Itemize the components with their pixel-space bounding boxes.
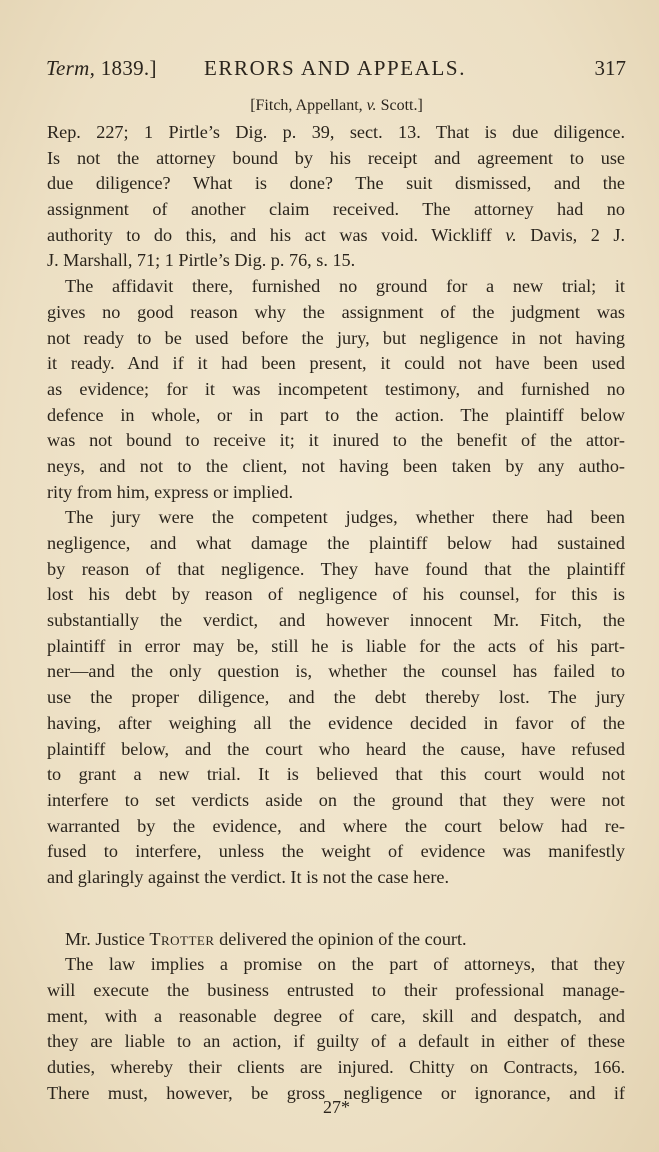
- text-line: by reason of that negligence. They have found that the plaintiff: [47, 558, 625, 579]
- text-line: defence in whole, or in part to the action. The plaintiff below: [47, 404, 625, 425]
- text-line: gives no good reason why the assignment of the judgment was: [47, 301, 625, 322]
- text-line: having, after weighing all the evidence decided in favor of the: [47, 712, 625, 733]
- text-line: assignment of another claim received. The attorney had no: [47, 199, 625, 220]
- text-line: fused to interfere, unless the weight of evidence was manifestly: [47, 841, 625, 862]
- page-number: 317: [594, 56, 626, 80]
- text-line: ment, with a reasonable degree of care, skill and despatch, and: [47, 1005, 625, 1026]
- text-line: plaintiff in error may be, still he is liable for the acts of his part-: [47, 635, 625, 656]
- text-line: due diligence? What is done? The suit dismissed, and the: [47, 173, 625, 194]
- text-line: as evidence; for it was incompetent testimony, and furnished no: [47, 378, 625, 399]
- text-line: The affidavit there, furnished no ground for a new trial; it: [65, 276, 625, 297]
- case-caption: [0, 95, 659, 117]
- running-head-term: [46, 54, 157, 82]
- text-line: Rep. 227; 1 Pirtle’s Dig. p. 39, sect. 13. That is due diligence.: [47, 122, 625, 142]
- text-span: Mr. Justice: [65, 928, 145, 949]
- text-line: interfere to set verdicts aside on the ground that they were not: [47, 789, 625, 810]
- text-line: they are liable to an action, if guilty of a default in either of these: [47, 1031, 625, 1052]
- versus-italic: v.: [505, 224, 517, 245]
- citation-davis: Davis, 2 J.: [530, 224, 626, 245]
- text-line: [47, 223, 625, 249]
- text-line: and glaringly against the verdict. It is not the case here.: [47, 866, 450, 887]
- text-span: authority to do this, and his act was void. Wickliff: [47, 224, 492, 245]
- caption-versus: v.: [366, 97, 377, 114]
- signature-mark: 27*: [323, 1097, 350, 1117]
- justice-name: Trotter: [149, 928, 215, 949]
- running-head: [46, 54, 628, 82]
- text-line: use the proper diligence, and the debt thereby lost. The jury: [47, 687, 625, 708]
- text-line: warranted by the evidence, and where the court below had re-: [47, 815, 625, 836]
- caption-parties: [Fitch, Appellant,: [250, 97, 363, 114]
- text-line: Is not the attorney bound by his receipt and agreement to use: [47, 147, 625, 168]
- text-line: rity from him, express or implied.: [47, 481, 293, 502]
- text-line: to grant a new trial. It is believed that this court would not: [47, 764, 625, 785]
- text-line: lost his debt by reason of negligence of his counsel, for this is: [47, 584, 625, 605]
- opinion-heading: [47, 927, 625, 953]
- caption-respondent: Scott.]: [380, 97, 423, 114]
- text-line: duties, whereby their clients are injured. Chitty on Contracts, 166.: [47, 1057, 625, 1078]
- page-text: [47, 120, 625, 1106]
- text-line: The jury were the competent judges, whether there had been: [65, 507, 625, 528]
- text-line: negligence, and what damage the plaintiff below had sustained: [47, 533, 625, 553]
- term-year: 1839.]: [100, 56, 157, 80]
- text-line: J. Marshall, 71; 1 Pirtle’s Dig. p. 76, s. 15.: [47, 250, 356, 271]
- text-line: plaintiff below, and the court who heard the cause, have refused: [47, 738, 625, 759]
- text-line: not ready to be used before the jury, but negligence in not having: [47, 327, 625, 348]
- text-line: was not bound to receive it; it inured to the benefit of the attor-: [47, 430, 625, 451]
- text-line: There must, however, be gross negligence or ignorance, and if: [47, 1082, 625, 1103]
- running-head-title: ERRORS AND APPEALS.: [204, 56, 467, 80]
- text-span: delivered the opinion of the court.: [219, 928, 467, 949]
- paragraph-gap: [47, 891, 625, 927]
- term-label: Term,: [46, 56, 96, 80]
- text-line: ner—and the only question is, whether the counsel has failed to: [47, 661, 625, 682]
- text-line: neys, and not to the client, not having been taken by any autho-: [47, 455, 625, 476]
- text-line: it ready. And if it had been present, it could not have been used: [47, 353, 625, 374]
- text-line: The law implies a promise on the part of attorneys, that they: [65, 954, 625, 975]
- text-line: will execute the business entrusted to their professional manage-: [47, 980, 625, 1000]
- text-line: substantially the verdict, and however innocent Mr. Fitch, the: [47, 610, 625, 631]
